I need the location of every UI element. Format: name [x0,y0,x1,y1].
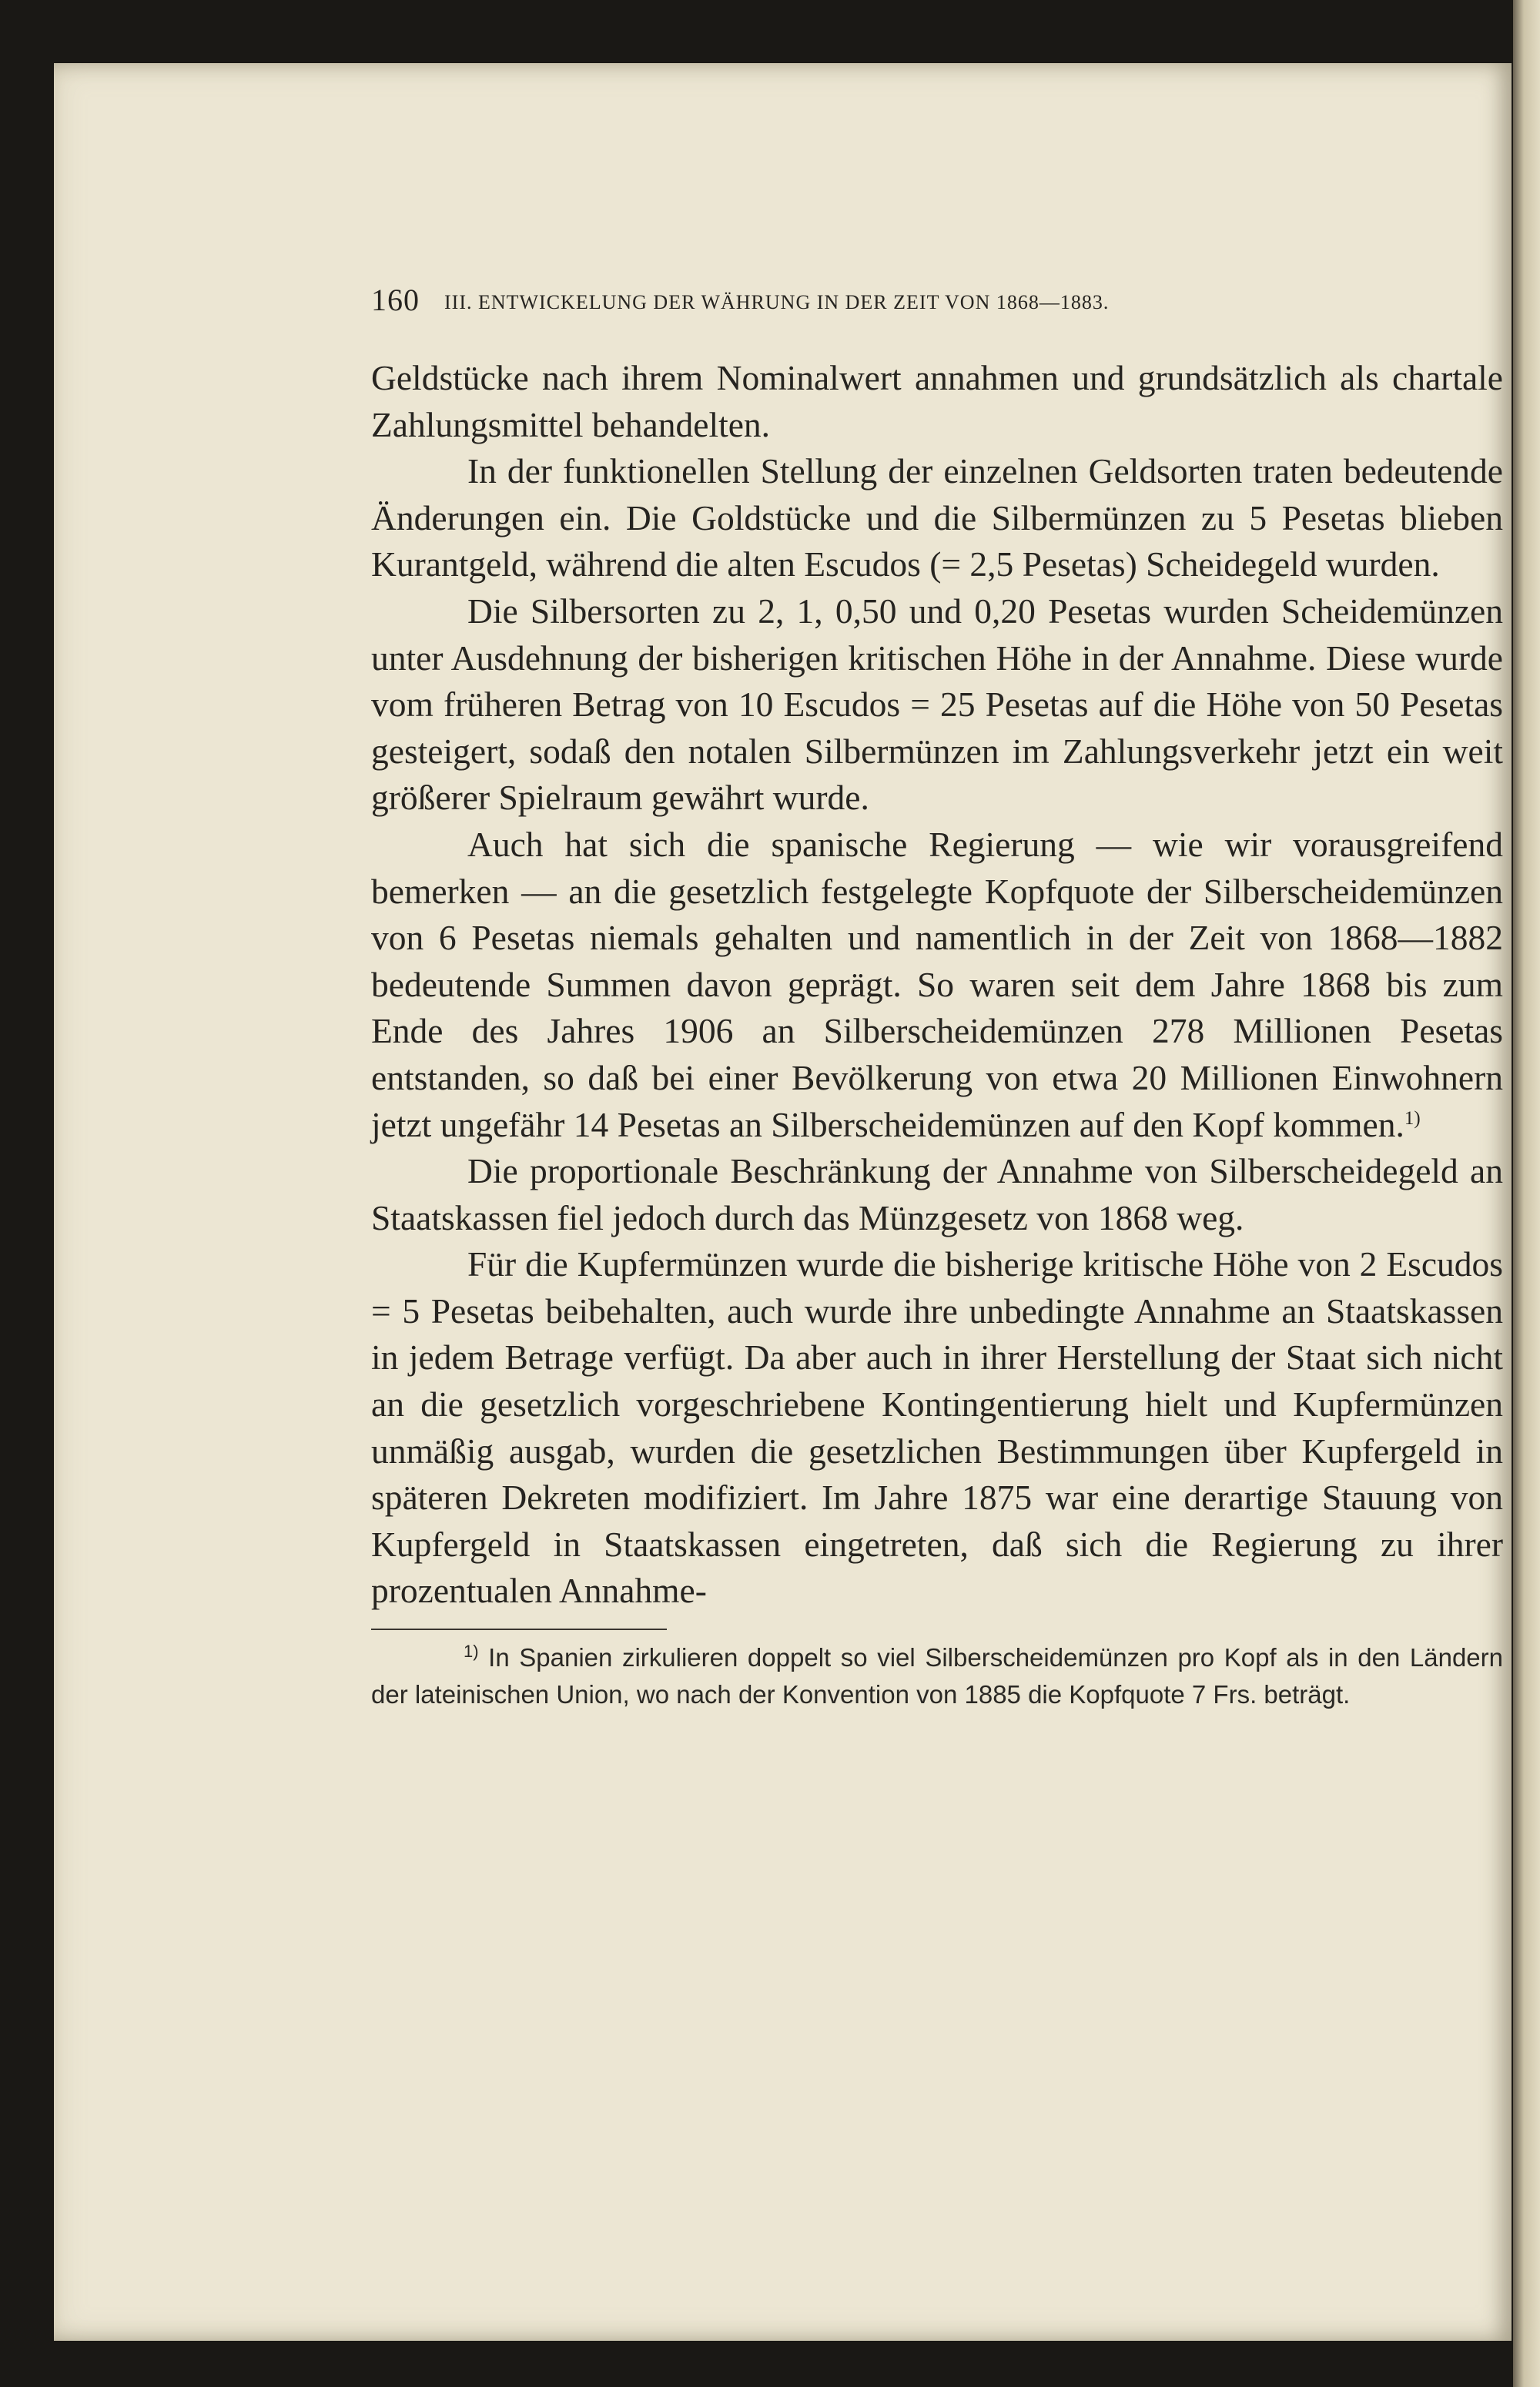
paragraph-2: In der funktionellen Stellung der einzelnen Geldsorten traten bedeutende Änderungen ein. Die Goldstücke und die Silbermünzen zu 5 Pesetas blieben Kurantgeld, während die alten Escudos (= 2,5 Pesetas) Scheidegeld wurden. [371,451,1503,584]
paragraph-1: Geldstücke nach ihrem Nominalwert annahmen und grundsätzlich als chartale Zahlungsmittel behandelten. [371,358,1503,444]
footnote-reference: 1) [1404,1107,1421,1129]
paragraph-5: Die proportionale Beschränkung der Annahme von Silberscheidegeld an Staatskassen fiel jedoch durch das Münzgesetz von 1868 weg. [371,1151,1503,1237]
footnote-divider [371,1629,667,1630]
book-page [54,63,1512,2341]
footnote [371,1639,1503,1713]
paragraph-4-text: Auch hat sich die spanische Regierung — wie wir vorausgreifend bemerken — an die gesetzlich festgelegte Kopfquote der Silberscheidemünzen von 6 Pesetas niemals gehalten und namentlich in der Zeit von 1868—1882 bedeutende Summen davon geprägt. So waren seit dem Jahre 1868 bis zum Ende des Jahres 1906 an Silberscheidemünzen 278 Millionen Pesetas entstanden, so daß bei einer Bevölkerung von etwa 20 Millionen Einwohnern jetzt ungefähr 14 Pesetas an Silberscheidemünzen auf den Kopf kommen. [371,824,1503,1144]
paragraph-4 [371,822,1503,1148]
body-text [371,355,1503,1615]
footnote-mark: 1) [464,1642,479,1662]
footnote-paragraph [371,1639,1503,1713]
page-number: 160 [371,283,420,317]
chapter-title: III. ENTWICKELUNG DER WÄHRUNG IN DER ZEIT VON 1868—1883. [444,291,1110,313]
paragraph-3: Die Silbersorten zu 2, 1, 0,50 und 0,20 Pesetas wurden Scheidemünzen unter Ausdehnung der bisherigen kritischen Höhe in der Annahme. Diese wurde vom früheren Betrag von 10 Escudos = 25 Pesetas auf die Höhe von 50 Pesetas gesteigert, sodaß den notalen Silbermünzen im Zahlungsverkehr jetzt ein weit größerer Spielraum gewährt wurde. [371,591,1503,818]
paragraph-6: Für die Kupfermünzen wurde die bisherige kritische Höhe von 2 Escudos = 5 Pesetas beibehalten, auch wurde ihre unbedingte Annahme an Staatskassen in jedem Betrage verfügt. Da aber auch in ihrer Herstellung der Staat sich nicht an die gesetzlich vorgeschriebene Kontingentierung hielt und Kupfermünzen unmäßig ausgab, wurden die gesetzlichen Bestimmungen über Kupfergeld in späteren Dekreten modifiziert. Im Jahre 1875 war eine derartige Stauung von Kupfergeld in Staatskassen eingetreten, daß sich die Regierung zu ihrer prozentualen Annahme- [371,1244,1503,1611]
footnote-text: In Spanien zirkulieren doppelt so viel Silberscheidemünzen pro Kopf als in den Ländern der lateinischen Union, wo nach der Konvention von 1885 die Kopfquote 7 Frs. beträgt. [371,1643,1503,1709]
running-header [371,279,1503,336]
book-page-edge [1513,0,1540,2387]
text-block [371,279,1503,1713]
